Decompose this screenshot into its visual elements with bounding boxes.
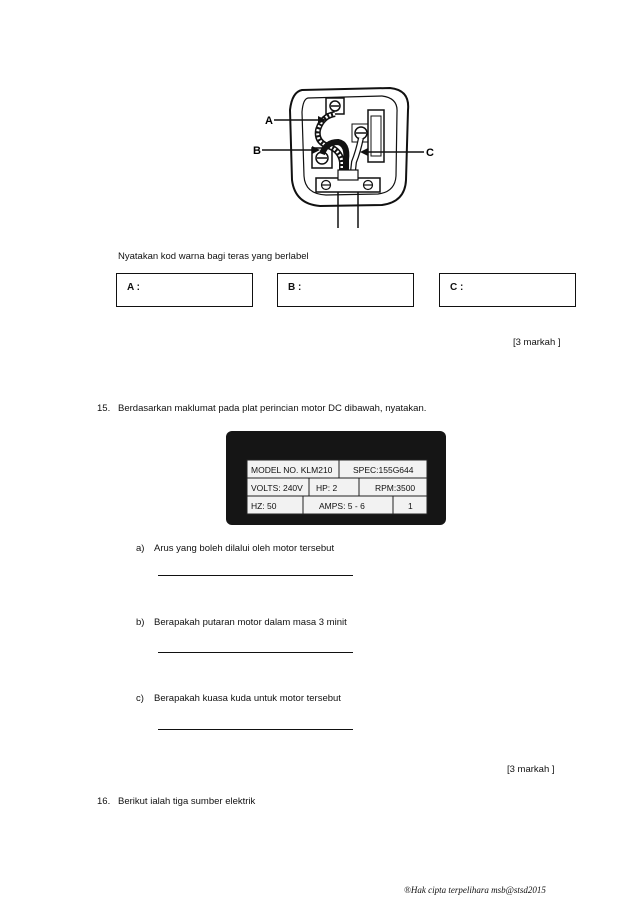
copyright-footer: ®Hak cipta terpelihara msb@stsd2015 bbox=[404, 885, 546, 895]
diagram-label-a: A bbox=[265, 115, 273, 127]
answer-line-c[interactable] bbox=[158, 729, 353, 730]
part-b-text: Berapakah putaran motor dalam masa 3 minit bbox=[154, 617, 347, 628]
plate-volts: VOLTS: 240V bbox=[251, 483, 303, 493]
answer-line-b[interactable] bbox=[158, 652, 353, 653]
plate-hz: HZ: 50 bbox=[251, 501, 277, 511]
plate-amps: AMPS: 5 - 6 bbox=[319, 501, 365, 511]
answer-box-c-label: C : bbox=[450, 282, 464, 293]
q14-marks: [3 markah ] bbox=[513, 337, 561, 348]
plate-model: MODEL NO. KLM210 bbox=[251, 465, 333, 475]
motor-rating-plate bbox=[225, 430, 447, 526]
plate-rpm: RPM:3500 bbox=[375, 483, 416, 493]
q15-text: Berdasarkan maklumat pada plat perincian motor DC dibawah, nyatakan. bbox=[118, 403, 427, 414]
diagram-label-c: C bbox=[426, 147, 434, 159]
plug-wiring-diagram bbox=[250, 80, 440, 230]
part-b-letter: b) bbox=[136, 617, 145, 628]
answer-box-a-label: A : bbox=[127, 282, 140, 293]
part-c-text: Berapakah kuasa kuda untuk motor tersebut bbox=[154, 693, 341, 704]
answer-box-c[interactable] bbox=[439, 273, 576, 307]
q16-text: Berikut ialah tiga sumber elektrik bbox=[118, 796, 256, 807]
q14-instruction: Nyatakan kod warna bagi teras yang berlabel bbox=[118, 251, 309, 262]
answer-line-a[interactable] bbox=[158, 575, 353, 576]
diagram-label-b: B bbox=[253, 145, 261, 157]
q15-marks: [3 markah ] bbox=[507, 764, 555, 775]
answer-box-b-label: B : bbox=[288, 282, 302, 293]
plate-spec: SPEC:155G644 bbox=[353, 465, 414, 475]
q16-number: 16. bbox=[97, 796, 111, 807]
answer-box-a[interactable] bbox=[116, 273, 253, 307]
part-a-text: Arus yang boleh dilalui oleh motor tersebut bbox=[154, 543, 335, 554]
plate-one: 1 bbox=[408, 501, 413, 511]
answer-box-b[interactable] bbox=[277, 273, 414, 307]
part-c-letter: c) bbox=[136, 693, 144, 704]
part-a-letter: a) bbox=[136, 543, 145, 554]
q15-number: 15. bbox=[97, 403, 111, 414]
plate-hp: HP: 2 bbox=[316, 483, 338, 493]
